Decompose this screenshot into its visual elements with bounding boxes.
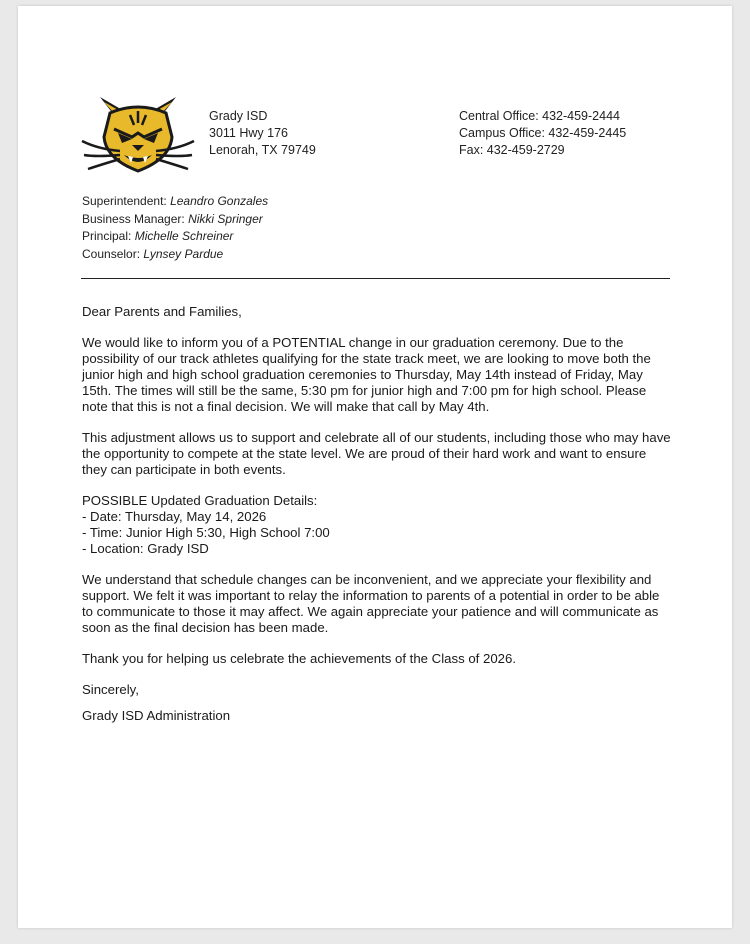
staff-list: [82, 193, 268, 263]
contact-block: [459, 108, 626, 159]
staff-item: Counselor: Lynsey Pardue: [82, 246, 224, 261]
school-city: Lenorah, TX 79749: [209, 143, 316, 157]
staff-item: Business Manager: Nikki Springer: [82, 211, 263, 226]
school-name: Grady ISD: [209, 109, 268, 123]
paragraph-2: This adjustment allows us to support and celebrate all of our students, including those who may have the opportunity to compete at the state level. We are proud of their hard work and want to ensure they can participate in both events.: [82, 430, 671, 477]
letter-body: [82, 304, 672, 739]
detail-location: - Location: Grady ISD: [82, 541, 209, 556]
closing: Sincerely,: [82, 682, 139, 697]
signature: Grady ISD Administration: [82, 708, 231, 723]
graduation-details: [82, 493, 672, 557]
header-divider: [81, 278, 670, 279]
campus-office-phone: Campus Office: 432-459-2445: [459, 126, 627, 140]
wildcat-logo-icon: [80, 93, 196, 181]
school-address: [209, 108, 316, 159]
paragraph-1: We would like to inform you of a POTENTIAL change in our graduation ceremony. Due to the possibility of our track athletes qualifying for the state track meet, we are looking to move both the junior high and high school graduation ceremonies to Thursday, May 14th instead of Friday, May 15th. The times will still be the same, 5:30 pm for junior high and 7:00 pm for high school. Please note that this is not a final decision. We will make that call by May 4th.: [82, 335, 651, 414]
signoff: [82, 682, 672, 724]
staff-item: Superintendent: Leandro Gonzales: [82, 194, 269, 208]
staff-item: Principal: Michelle Schreiner: [82, 229, 234, 243]
paragraph-3: We understand that schedule changes can be inconvenient, and we appreciate your flexibility and support. We felt it was important to relay the information to parents of a potential in order to be able to communicate to those it may affect. We again appreciate your patience and will communicate as soon as the final decision has been made.: [82, 572, 660, 635]
paragraph-4: Thank you for helping us celebrate the achievements of the Class of 2026.: [82, 651, 516, 666]
detail-date: - Date: Thursday, May 14, 2026: [82, 509, 267, 524]
detail-time: - Time: Junior High 5:30, High School 7:00: [82, 525, 330, 540]
school-street: 3011 Hwy 176: [209, 126, 288, 140]
greeting: Dear Parents and Families,: [82, 304, 242, 319]
central-office-phone: Central Office: 432-459-2444: [459, 109, 620, 123]
details-heading: POSSIBLE Updated Graduation Details:: [82, 493, 318, 508]
fax-number: Fax: 432-459-2729: [459, 143, 565, 157]
